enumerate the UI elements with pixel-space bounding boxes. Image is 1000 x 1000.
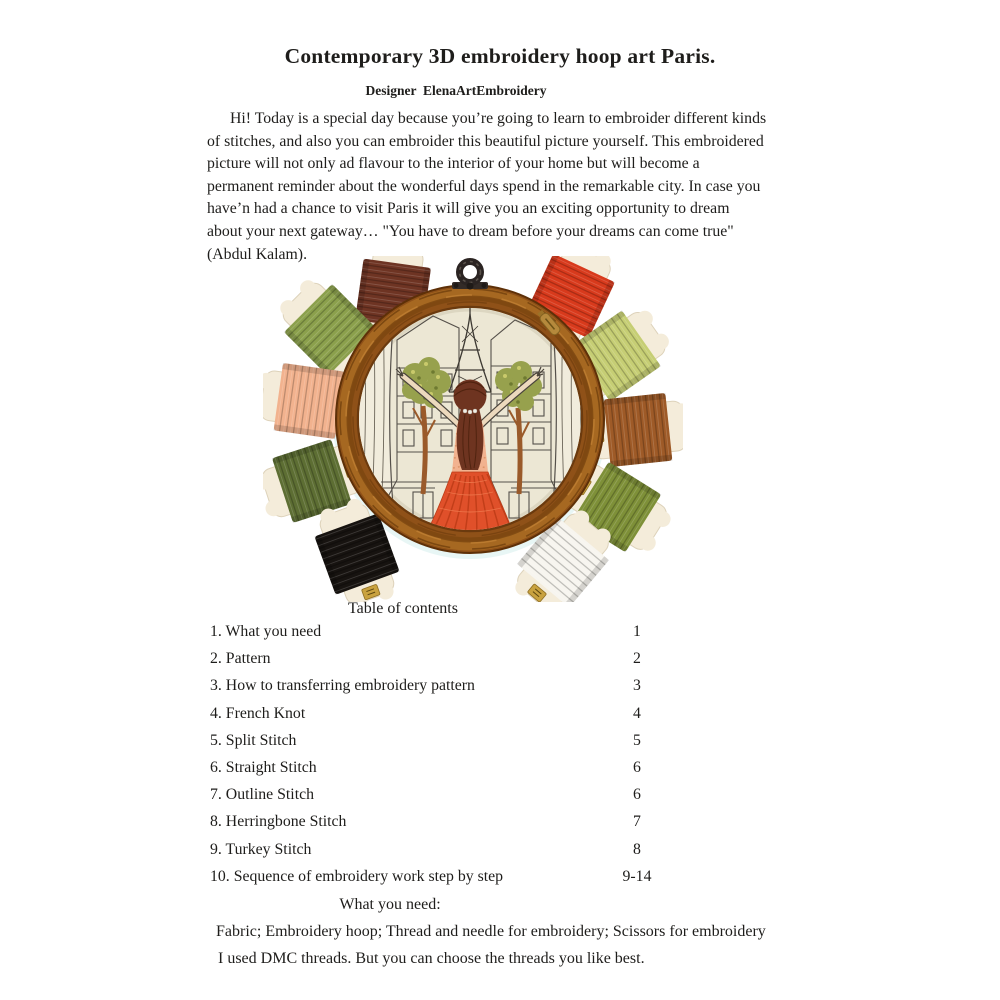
- toc-item-label: 10. Sequence of embroidery work step by step: [210, 867, 504, 885]
- what-you-need-line2: I used DMC threads. But you can choose the threads you like best.: [218, 950, 645, 967]
- embroidery-hoop-photo: [263, 256, 683, 602]
- toc-list: [210, 623, 710, 895]
- toc-item-page: 9-14: [622, 867, 652, 885]
- toc-row: [210, 759, 710, 786]
- toc-item-page: 6: [633, 786, 641, 804]
- toc-row: [210, 868, 710, 895]
- what-you-need-line1: Fabric; Embroidery hoop; Thread and needle for embroidery; Scissors for embroidery: [216, 923, 766, 940]
- toc-item-page: 6: [633, 758, 641, 776]
- page-title: Contemporary 3D embroidery hoop art Paris.: [284, 44, 716, 68]
- toc-row: [210, 813, 710, 840]
- intro-line: picture will not only ad flavour to the interior of your home but will become a: [207, 155, 700, 173]
- intro-line: have’n had a chance to visit Paris it will give you an exciting opportunity to dream: [207, 200, 730, 218]
- what-you-need-heading: What you need:: [339, 896, 441, 913]
- designer-byline: Designer ElenaArtEmbroidery: [365, 83, 547, 98]
- toc-item-page: 3: [633, 677, 641, 695]
- intro-line: Hi! Today is a special day because you’re going to learn to embroider different kinds: [230, 110, 767, 127]
- toc-item-page: 1: [633, 623, 641, 640]
- girl-hair: [454, 380, 487, 471]
- toc-row: [210, 841, 710, 868]
- toc-heading: Table of contents: [348, 600, 458, 617]
- toc-item-page: 4: [633, 704, 641, 722]
- toc-row: [210, 650, 710, 677]
- toc-row: [210, 786, 710, 813]
- intro-line: about your next gateway… "You have to dream before your dreams can come true": [207, 222, 734, 240]
- toc-row: [210, 705, 710, 732]
- toc-row: [210, 732, 710, 759]
- toc-item-label: 9. Turkey Stitch: [210, 840, 312, 858]
- toc-item-label: 8. Herringbone Stitch: [210, 813, 347, 831]
- toc-row: [210, 677, 710, 704]
- toc-item-page: 5: [633, 731, 641, 749]
- toc-item-label: 4. French Knot: [210, 704, 306, 722]
- intro-line: permanent reminder about the wonderful days spend in the remarkable city. In case you: [207, 177, 761, 195]
- intro-line: of stitches, and also you can embroider this beautiful picture yourself. This embroidered: [207, 132, 764, 150]
- toc-item-label: 2. Pattern: [210, 650, 271, 668]
- intro-line: (Abdul Kalam).: [207, 245, 308, 263]
- toc-item-label: 7. Outline Stitch: [210, 786, 314, 804]
- intro-paragraph: [207, 108, 815, 266]
- hoop-hanger-ring: [452, 262, 488, 290]
- toc-item-label: 6. Straight Stitch: [210, 758, 317, 776]
- toc-item-label: 5. Split Stitch: [210, 731, 297, 749]
- toc-item-page: 7: [633, 813, 641, 831]
- toc-item-label: 1. What you need: [210, 623, 322, 640]
- toc-item-page: 8: [633, 840, 641, 858]
- toc-row: [210, 623, 710, 650]
- toc-item-label: 3. How to transferring embroidery pattern: [210, 677, 475, 695]
- toc-item-page: 2: [633, 650, 641, 668]
